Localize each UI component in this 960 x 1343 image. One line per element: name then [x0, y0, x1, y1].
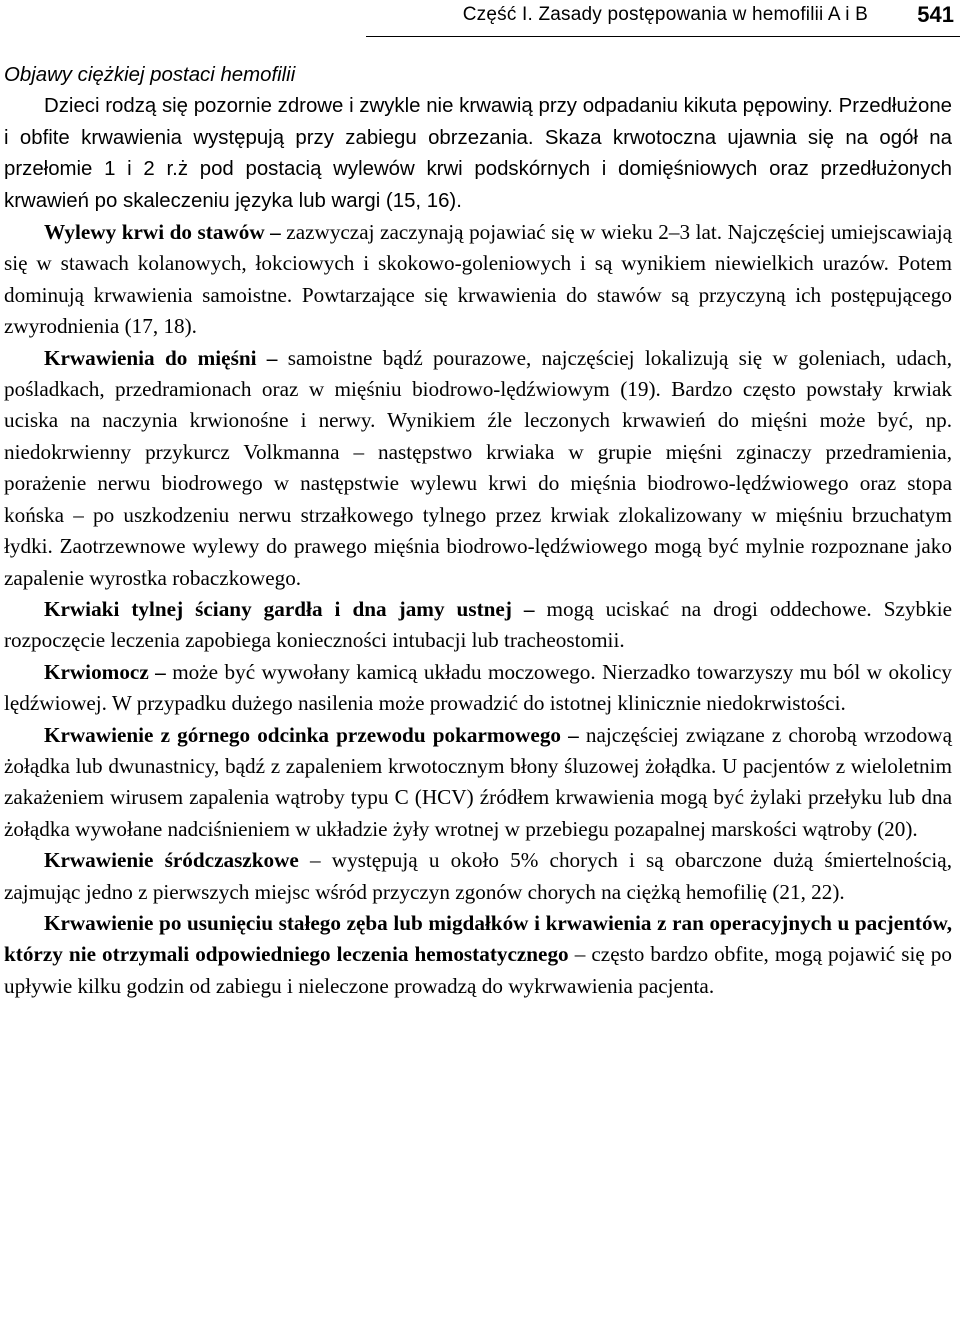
paragraph-lead: Krwiaki tylnej ściany gardła i dna jamy ustnej – [44, 596, 535, 621]
intro-block [4, 60, 952, 217]
paragraph-postoperative [4, 908, 952, 1002]
page-header [0, 0, 960, 40]
paragraph-lead: Krwawienie po usunięciu stałego zęba lub migdałków i krwawienia z ran operacyjnych u pacjentów, którzy nie otrzymali odpowiedniego leczenia hemostatycznego [4, 910, 952, 967]
paragraph-lead: Krwiomocz – [44, 659, 166, 684]
paragraph-text: może być wywołany kamicą układu moczowego. Nierzadko towarzyszy mu ból w okolicy lędźwiowej. W przypadku dużego nasilenia może prowadzić do istotnej klinicznie niedokrwistości. [4, 659, 953, 716]
running-header-title: Część I. Zasady postępowania w hemofilii A i B [462, 4, 868, 25]
intro-paragraph: Dzieci rodzą się pozornie zdrowe i zwykle nie krwawią przy odpadaniu kikuta pępowiny. Przedłużone i obfite krwawienia występują przy zabiegu obrzezania. Skaza krwotoczna ujawnia się na ogół na przełomie 1 i 2 r.ż pod postacią wylewów krwi podskórnych i domięśniowych oraz przedłużonych krwawień po skaleczeniu języka lub wargi (15, 16). [4, 95, 952, 212]
paragraph-text: samoistne bądź pourazowe, najczęściej lokalizują się w goleniach, udach, pośladkach, przedramionach oraz w mięśniu biodrowo-lędźwiowym (19). Bardzo często powstały krwiak uciska na naczynia krwionośne i nerwy. Wynikiem źle leczonych krwawień do mięśni może być, np. niedokrwienny przykurcz Volkmanna – następstwo krwiaka w grupie mięśni zginaczy przedramienia, porażenie nerwu biodrowego w następstwie wylewu krwi do mięśnia biodrowo-lędźwiowego oraz stopa końska – po uszkodzeniu nerwu strzałkowego tylnego przez krwiak zlokalizowany w mięśniu brzuchatym łydki. Zaotrzewnowe wylewy do prawego mięśnia biodrowo-lędźwiowego mogą być mylnie rozpoznane jako zapalenie wyrostka robaczkowego. [4, 345, 952, 590]
paragraph-lead: Krwawienia do mięśni – [44, 345, 278, 370]
paragraph-lead: Krwawienie z górnego odcinka przewodu pokarmowego – [44, 722, 579, 747]
paragraph-text: – często bardzo obfite, mogą pojawić się po upływie kilku godzin od zabiegu i nieleczone prowadzą do wykrwawienia pacjenta. [4, 942, 952, 998]
paragraph-hematuria [4, 657, 952, 720]
paragraph-joint-bleeds [4, 217, 952, 343]
header-divider [366, 36, 960, 37]
paragraph-text: najczęściej związane z chorobą wrzodową żołądka lub dwunastnicy, bądź z zapaleniem krwotocznym błony śluzowej żołądka. U pacjentów z wieloletnim zakażeniem wirusem zapalenia wątroby typu C (HCV) źródłem krwawienia mogą być żylaki przełyku lub dna żołądka wywołane nadciśnieniem w układzie żyły wrotnej w przebiegu pozapalnej marskości wątroby (20). [4, 722, 952, 841]
paragraph-intracranial [4, 845, 952, 908]
page-body [4, 60, 952, 1002]
paragraph-gi-bleeding [4, 720, 952, 846]
section-title: Objawy ciężkiej postaci hemofilii [4, 64, 296, 86]
paragraph-lead: Wylewy krwi do stawów – [44, 220, 281, 245]
paragraph-throat-hematomas [4, 594, 952, 657]
page-number: 541 [917, 2, 954, 27]
paragraph-text: zazwyczaj zaczynają pojawiać się w wieku 2–3 lat. Najczęściej umiejscawiają się w stawach kolanowych, łokciowych i skokowo-goleniowych i są wynikiem niewielkich urazów. Potem dominują krwawienia samoistne. Powtarzające się krwawienia do stawów są przyczyną ich postępującego zwyrodnienia (17, 18). [4, 220, 952, 339]
paragraph-text: mogą uciskać na drogi oddechowe. Szybkie rozpoczęcie leczenia zapobiega konieczności intubacji lub tracheostomii. [4, 596, 952, 653]
paragraph-muscle-bleeds [4, 343, 952, 594]
paragraph-lead: Krwawienie śródczaszkowe [44, 848, 299, 873]
paragraph-text: – występują u około 5% chorych i są obarczone dużą śmiertelnością, zajmując jedno z pierwszych miejsc wśród przyczyn zgonów chorych na ciężką hemofilię (21, 22). [4, 848, 952, 904]
